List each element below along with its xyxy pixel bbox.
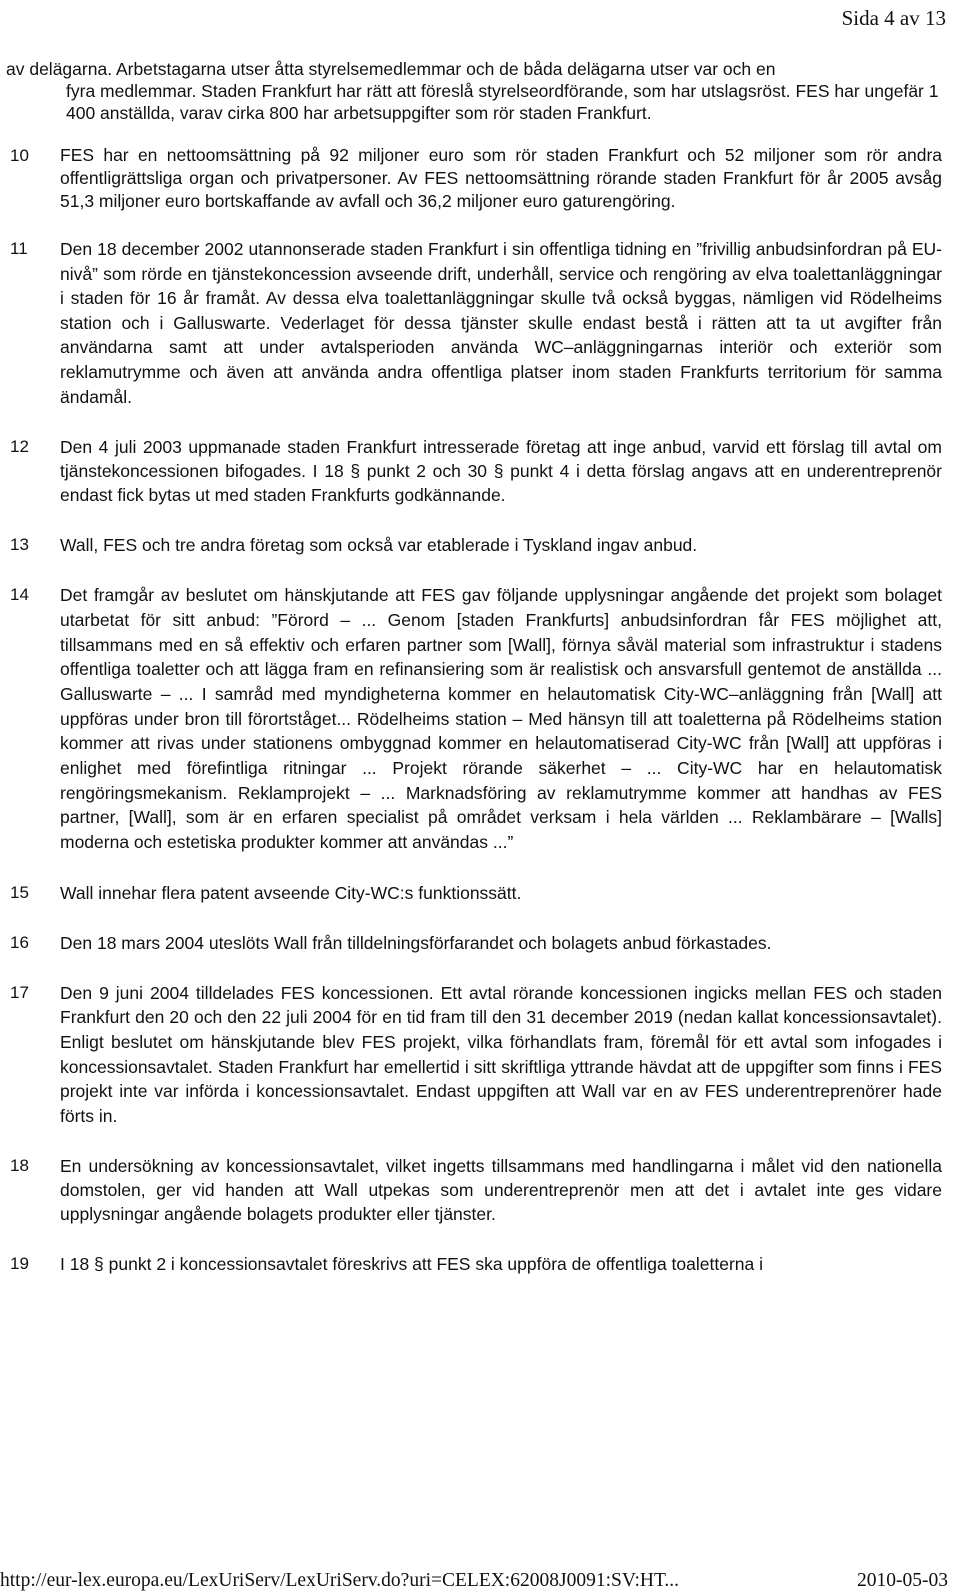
paragraph-number: 16: [10, 932, 29, 952]
paragraph-text: En undersökning av koncessionsavtalet, vilket ingetts tillsammans med handlingarna i målet vid den nationella domstolen, ger vid handen att Wall utpekas som underentreprenör men att det i avtalet inte ges vidare upplysningar angående bolagets produkter eller tjänster.: [60, 1156, 942, 1225]
paragraph-number: 11: [10, 239, 28, 258]
paragraph-15: [0, 881, 960, 905]
paragraph-text: Den 18 december 2002 utannonserade staden Frankfurt i sin offentliga tidning en ”frivillig anbudsinfordran på EU-nivå” som rörde en tjänstekoncession avseende drift, underhåll, service och rengöring av elva toalettanläggningar i staden för 16 år framåt. Av dessa elva toalettanläggningar skulle två också byggas, nämligen vid Rödelheims station och i Galluswarte. Vederlaget för dessa tjänster skulle endast bestå i rätten att ta ut avgifter från användarna samt att under avtalsperioden använda WC–anläggningarnas interiör och exteriör som reklamutrymme och även att använda andra offentliga platser inom staden Frankfurts territorium för samma ändamål.: [60, 239, 942, 407]
print-date: 2010-05-03: [857, 1570, 948, 1591]
paragraph-11: [0, 237, 960, 409]
paragraph-text: FES har en nettoomsättning på 92 miljoner euro som rör staden Frankfurt och 52 miljoner som rör andra offentligrättsliga organ och privatpersoner. Av FES nettoomsättning rörande staden Frankfurt för år 2005 avsåg 51,3 miljoner euro bortskaffande av avfall och 36,2 miljoner euro gaturengöring.: [60, 145, 942, 211]
paragraph-text: Den 4 juli 2003 uppmanade staden Frankfurt intresserade företag att inge anbud, varvid ett förslag till avtal om tjänstekoncessionen bifogades. I 18 § punkt 2 och 30 § punkt 4 i detta förslag angavs att en underentreprenör endast fick bytas ut med staden Frankfurts godkännande.: [60, 437, 942, 506]
paragraph-number: 19: [10, 1254, 29, 1274]
paragraph-number: 15: [10, 882, 29, 902]
paragraph-number: 14: [10, 585, 29, 605]
paragraph-text: Den 9 juni 2004 tilldelades FES koncessionen. Ett avtal rörande koncessionen ingicks mellan FES och staden Frankfurt den 20 och den 22 juli 2004 för en tid fram till den 31 december 2019 (nedan kallat koncessionsavtalet). Enligt beslutet om hänskjutande blev FES projekt, vilka förhandlats fram, föremål för ett avtal som infogades i koncessionsavtalet. Staden Frankfurt har emellertid i sitt skriftliga yttrande hävdat att de uppgifter som finns i FES projekt inte var införda i koncessionsavtalet. Endast uppgiften att Wall var en av FES underentreprenörer hade förts in.: [60, 982, 942, 1126]
paragraph-text: Wall, FES och tre andra företag som också var etablerade i Tyskland ingav anbud.: [60, 535, 698, 556]
intro-line-1: av delägarna. Arbetstagarna utser åtta styrelsemedlemmar och de båda delägarna utser var och en: [6, 59, 776, 79]
paragraph-text: Det framgår av beslutet om hänskjutande att FES gav följande upplysningar angående det projekt som bolaget utarbetat för sitt anbud: ”Förord – ... Genom [staden Frankfurts] anbudsinfordran får FES möjlighet att, tillsammans med en så effektiv och erfaren partner som [Wall], förnya såväl material som infrastruktur i stadens offentliga toaletter och att lägga fram en refinansiering som är realistisk och ansvarsfull gentemot de anställda ... Galluswarte – ... I samråd med myndigheterna kommer en helautomatisk City-WC–anläggning från [Wall] att uppföras under bron till förortståget... Rödelheims station – Med hänsyn till att toaletterna på Rödelheims station kommer att rivas under stationens ombyggnad kommer en helautomatiserad City-WC från [Wall] att uppföras i enlighet med förefintliga ritningar ... Projekt rörande säkerhet – ... City-WC har en helautomatisk rengöringsmekanism. Reklamprojekt – ... Marknadsföring av reklamutrymme kommer att handhas av FES partner, [Wall], som är en erfaren specialist på området verksam i hela världen ... Reklambärare – [Walls] moderna och estetiska produkter kommer att användas ...”: [60, 585, 942, 853]
document-body: [0, 58, 960, 1276]
paragraph-text: Den 18 mars 2004 uteslöts Wall från tilldelningsförfarandet och bolagets anbud förkastades.: [60, 932, 772, 953]
paragraph-text: Wall innehar flera patent avseende City-WC:s funktionssätt.: [60, 882, 522, 903]
paragraph-10: [0, 144, 960, 213]
paragraph-17: [0, 981, 960, 1129]
paragraph-16: [0, 931, 960, 955]
paragraph-number: 13: [10, 535, 29, 555]
intro-paragraph: [6, 58, 940, 124]
source-url: http://eur-lex.europa.eu/LexUriServ/LexUriServ.do?uri=CELEX:62008J0091:SV:HT...: [0, 1570, 680, 1591]
paragraph-number: 10: [10, 146, 29, 165]
paragraph-number: 12: [10, 437, 29, 457]
intro-continuation: fyra medlemmar. Staden Frankfurt har rätt att föreslå styrelseordförande, som har utslagsröst. FES har ungefär 1 400 anställda, varav cirka 800 har arbetsuppgifter som rör staden Frankfurt.: [66, 81, 939, 123]
paragraph-12: [0, 435, 960, 507]
paragraph-13: [0, 533, 960, 557]
paragraph-19: [0, 1252, 960, 1276]
paragraph-number: 18: [10, 1156, 29, 1176]
page-number-header: Sida 4 av 13: [841, 6, 946, 30]
paragraph-number: 17: [10, 982, 29, 1002]
paragraph-14: [0, 583, 960, 855]
paragraph-18: [0, 1154, 960, 1226]
paragraph-text: I 18 § punkt 2 i koncessionsavtalet föreskrivs att FES ska uppföra de offentliga toaletterna i: [60, 1254, 763, 1275]
